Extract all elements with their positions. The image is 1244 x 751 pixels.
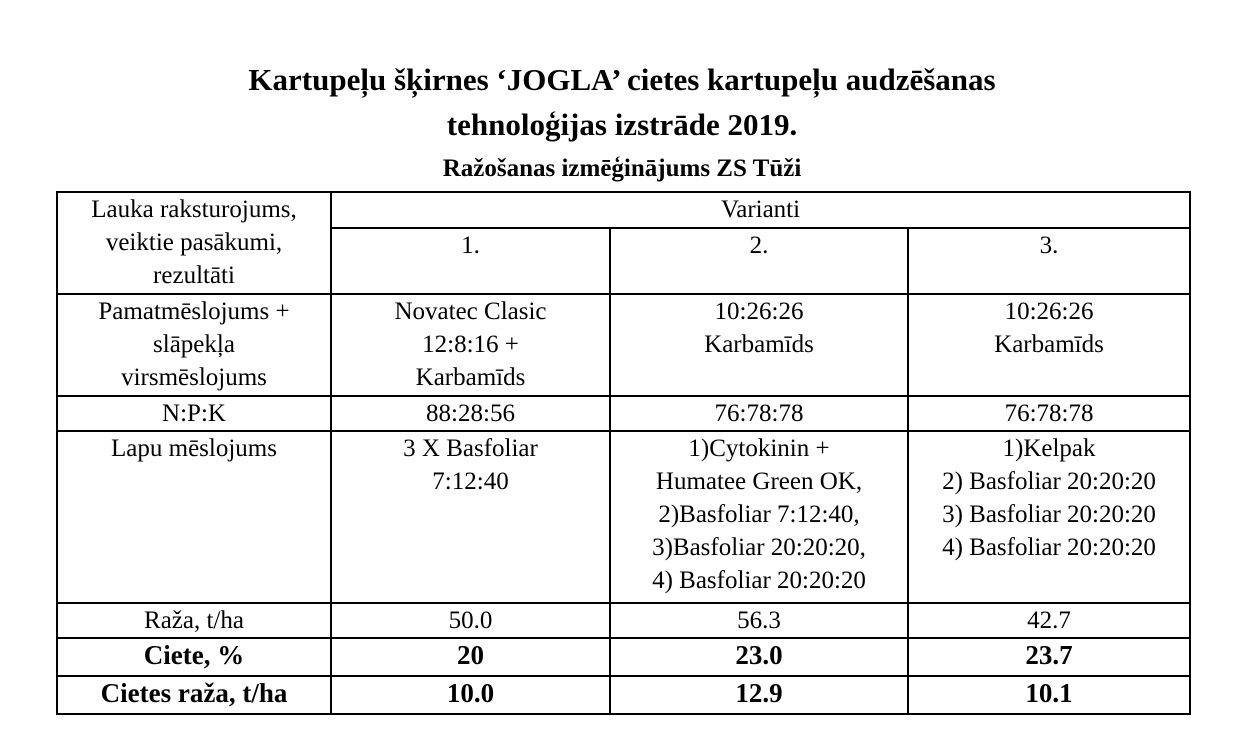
header-label: Lauka raksturojums, veiktie pasākumi, rezultāti <box>91 196 297 289</box>
table-cell: 76:78:78 <box>610 396 908 431</box>
table-row <box>57 638 1190 676</box>
table-cell: 88:28:56 <box>331 396 610 431</box>
results-table <box>56 191 1191 715</box>
row-label: Ciete, % <box>57 638 331 676</box>
table-row <box>57 676 1190 714</box>
row-label: Lapu mēslojums <box>111 435 277 462</box>
table-cell: 10.0 <box>331 676 610 714</box>
variant-header-2: 2. <box>610 228 908 294</box>
table-row <box>57 294 1190 396</box>
table-cell: 23.0 <box>610 638 908 676</box>
table-cell: 50.0 <box>331 603 610 638</box>
table-cell: 10.1 <box>908 676 1190 714</box>
table-cell: 23.7 <box>908 638 1190 676</box>
table-cell: 1)Kelpak 2) Basfoliar 20:20:20 3) Basfoliar 20:20:20 4) Basfoliar 20:20:20 <box>942 435 1156 561</box>
table-cell: 42.7 <box>908 603 1190 638</box>
table-cell: 10:26:26 Karbamīds <box>704 298 814 358</box>
table-row <box>57 603 1190 638</box>
table-row <box>57 431 1190 603</box>
row-label: N:P:K <box>57 396 331 431</box>
table-cell: 76:78:78 <box>908 396 1190 431</box>
table-cell: 10:26:26 Karbamīds <box>994 298 1104 358</box>
table-header-row <box>57 192 1190 228</box>
row-label: Pamatmēslojums + slāpekļa virsmēslojums <box>98 298 290 391</box>
row-label: Raža, t/ha <box>57 603 331 638</box>
table-cell: 20 <box>331 638 610 676</box>
row-label: Cietes raža, t/ha <box>57 676 331 714</box>
document-subtitle: Ražošanas izmēģinājums ZS Tūži <box>442 155 802 182</box>
variant-header-3: 3. <box>908 228 1190 294</box>
document-title-line-2: tehnoloģijas izstrāde 2019. <box>446 107 798 142</box>
variants-group-header: Varianti <box>331 192 1190 228</box>
table-cell: 3 X Basfoliar 7:12:40 <box>403 435 538 495</box>
document-title-line-1: Kartupeļu šķirnes ‘JOGLA’ cietes kartupeļu audzēšanas <box>248 62 996 97</box>
table-cell: Novatec Clasic 12:8:16 + Karbamīds <box>394 298 547 391</box>
variant-header-1: 1. <box>331 228 610 294</box>
table-cell: 1)Cytokinin + Humatee Green OK, 2)Basfoliar 7:12:40, 3)Basfoliar 20:20:20, 4) Basfoliar 20:20:20 <box>652 435 866 594</box>
header-label-cell <box>57 192 331 294</box>
table-cell: 12.9 <box>610 676 908 714</box>
table-cell: 56.3 <box>610 603 908 638</box>
table-row <box>57 396 1190 431</box>
